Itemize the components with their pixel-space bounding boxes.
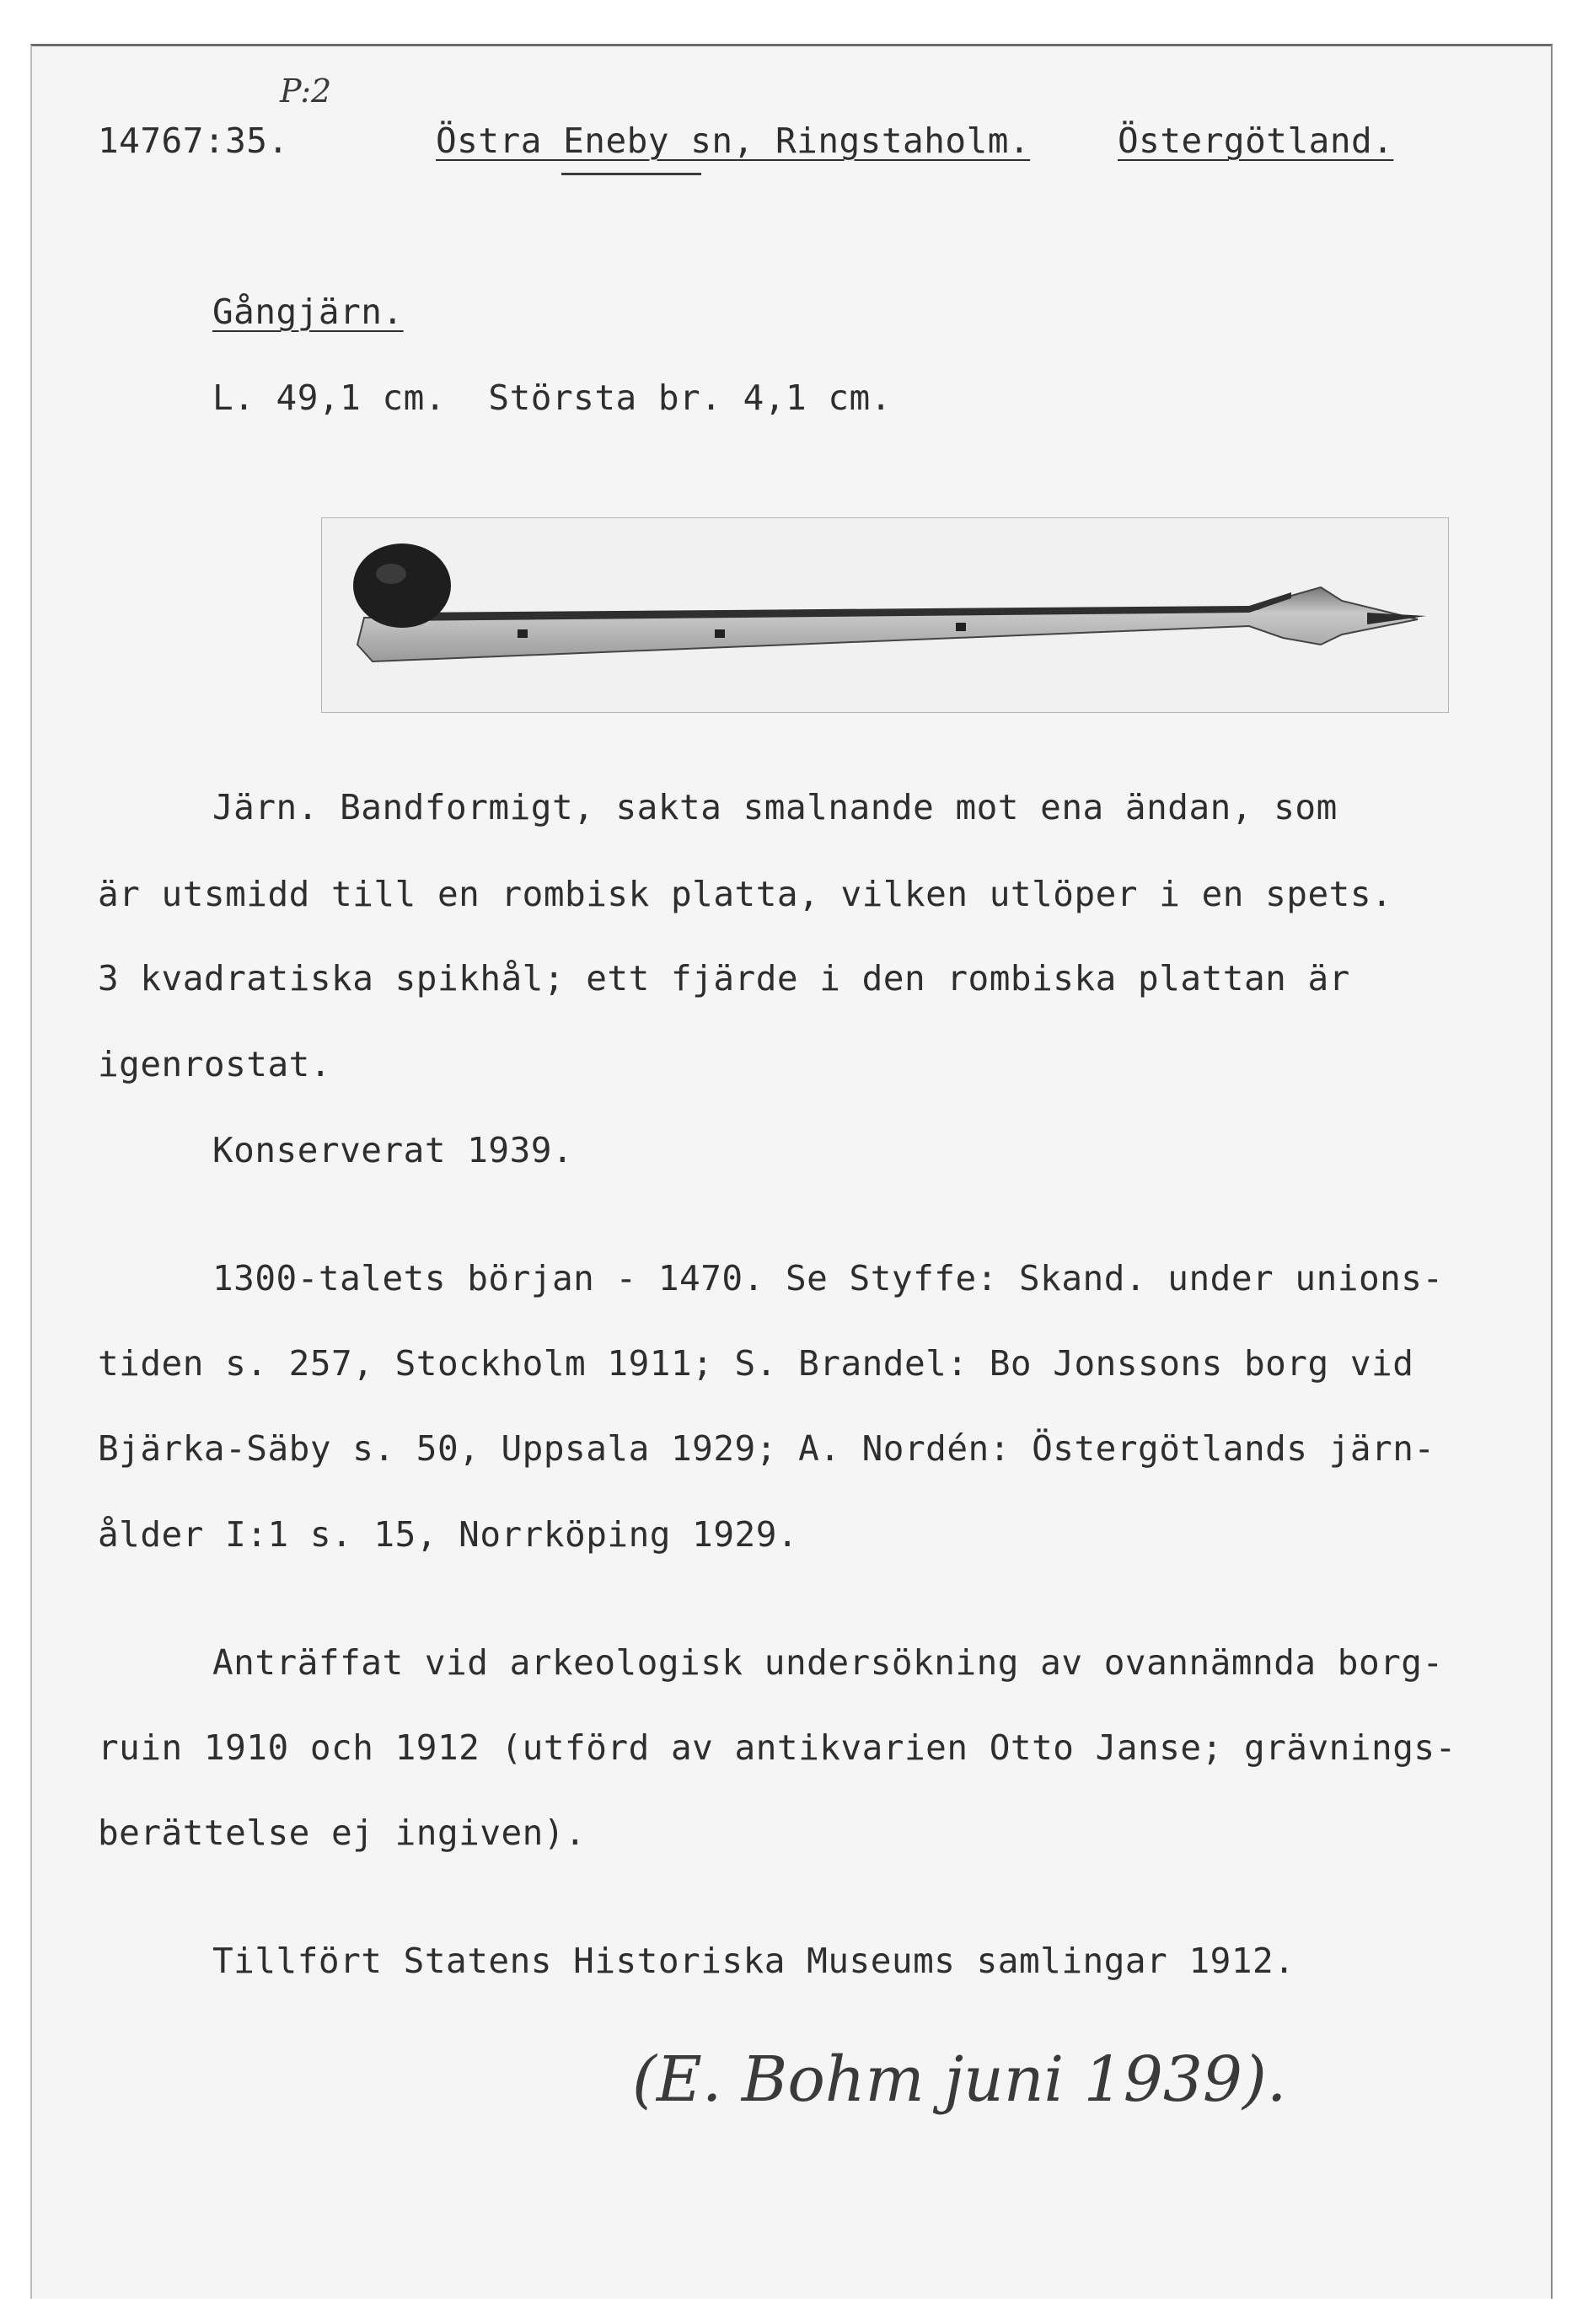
iron-hinge-photo <box>322 518 1449 713</box>
find-line: ruin 1910 och 1912 (utförd av antikvarien Otto Janse; grävnings- <box>98 1727 1456 1768</box>
find-line: Anträffat vid arkeologisk undersökning av ovannämnda borg- <box>212 1642 1444 1683</box>
object-dimensions: L. 49,1 cm. Största br. 4,1 cm. <box>212 378 892 418</box>
dating-line: ålder I:1 s. 15, Norrköping 1929. <box>98 1514 799 1555</box>
province: Östergötland. <box>1118 120 1394 161</box>
handwritten-underline-mark <box>561 173 701 175</box>
catalog-number: 14767:35. <box>98 120 289 161</box>
handwritten-page-mark: P:2 <box>280 72 332 110</box>
conservation-note: Konserverat 1939. <box>212 1130 574 1170</box>
find-location: Östra Eneby sn, Ringstaholm. <box>436 120 1031 161</box>
dating-line: tiden s. 257, Stockholm 1911; S. Brandel: Bo Jonssons borg vid <box>98 1343 1414 1384</box>
description-line: igenrostat. <box>98 1044 332 1084</box>
description-line: Järn. Bandformigt, sakta smalnande mot ena ändan, som <box>212 787 1338 827</box>
description-line: 3 kvadratiska spikhål; ett fjärde i den rombiska plattan är <box>98 958 1350 999</box>
acquisition-note: Tillfört Statens Historiska Museums samlingar 1912. <box>212 1941 1295 1981</box>
object-photo <box>321 517 1449 713</box>
dating-line: 1300-talets början - 1470. Se Styffe: Skand. under unions- <box>212 1258 1444 1299</box>
handwritten-signature: (E. Bohm juni 1939). <box>632 2043 1287 2116</box>
find-line: berättelse ej ingiven). <box>98 1813 587 1853</box>
object-title: Gångjärn. <box>212 292 404 332</box>
description-line: är utsmidd till en rombisk platta, vilken utlöper i en spets. <box>98 874 1393 914</box>
dating-line: Bjärka-Säby s. 50, Uppsala 1929; A. Nordén: Östergötlands järn- <box>98 1428 1435 1469</box>
